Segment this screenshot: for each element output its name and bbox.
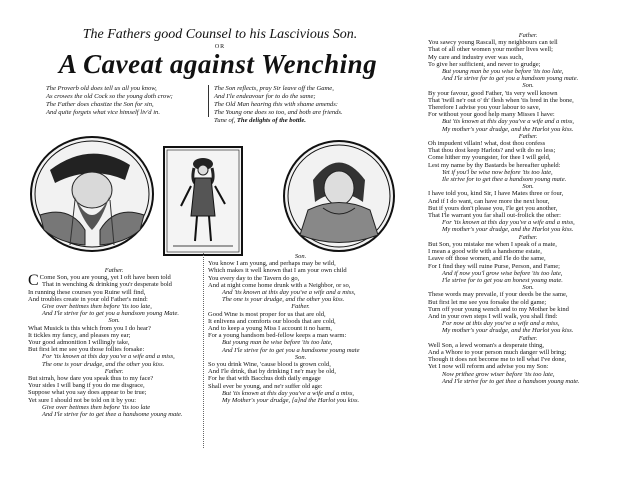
speaker-heading: Father.	[518, 233, 538, 241]
verse-line: You every day to the Tavern do go,	[208, 274, 300, 282]
verse-line: That in wenching & drinking you'r desperate bold	[42, 281, 172, 289]
refrain-line: And 'tis known at this day you've a wife and a miss,	[222, 289, 356, 297]
speaker-heading: Father.	[518, 334, 538, 342]
refrain-line: I'le strive for to get you an honest young mate.	[442, 276, 563, 284]
verse-line: For he that with Bacchus doth daily engage	[208, 375, 321, 383]
verse-line: By your favour, good Father, 'tis very well known	[428, 89, 558, 97]
refrain-line: The one is your drudge, and the other you kiss.	[222, 296, 345, 304]
verse-line: Leave off those women, and I'le do the same,	[428, 255, 546, 263]
speaker-heading: Son.	[294, 253, 307, 260]
verse-line: You sawcy young Rascall, my neighbours can tell	[428, 39, 558, 47]
drop-cap: C	[28, 272, 39, 290]
young-gallant-woodcut	[163, 146, 243, 256]
argument-line: The Old Man hearing this with shame amends:	[214, 101, 338, 108]
refrain-line: My mother's your drudge, and the Harlot you kiss.	[442, 125, 574, 133]
verse-line: Your sides I will bang if you do me disgrace,	[28, 382, 145, 390]
speaker-heading: Son.	[522, 82, 534, 90]
verse-line: For I find they will ruine Purse, Person, and Fame;	[428, 262, 560, 270]
old-man-woodcut	[30, 135, 155, 253]
tune-name: The delights of the bottle.	[236, 117, 306, 124]
refrain-line: And I'le strive for to get thee a handsome young mate.	[42, 411, 183, 419]
verse-line: Your good admonition I willingly take,	[28, 339, 130, 347]
verse-line: You know I am young, and perhaps may be wild,	[208, 260, 336, 268]
verse-line: Shall ever be young, and ne'r suffer old age:	[208, 382, 323, 390]
refrain-line: Give over betimes then before 'tis too late,	[42, 303, 152, 311]
text-column-middle	[208, 253, 393, 404]
refrain-line: And I'le strive for to get thee a handsom young mate.	[442, 377, 580, 385]
verse-line: And troubles create in your old Father's mind:	[28, 295, 148, 303]
old-man-portrait-icon	[30, 135, 155, 253]
refrain-line: But young man be you wise before 'tis too late,	[442, 68, 564, 76]
refrain-line: And I'le strive for to get you a handsom young mate.	[442, 75, 579, 83]
refrain-line: My mother's your drudge, and the Harlot you kiss.	[442, 226, 574, 234]
verse-line: And I'le drink, that by drinking I ne'r may be old,	[208, 368, 336, 376]
argument-line: The Young one does so too, and both are friends.	[214, 109, 343, 116]
verse-line: So you drink Wine, 'cause blood is grown cold,	[208, 361, 331, 369]
speaker-heading: Son.	[522, 284, 534, 292]
refrain-line: Give over betimes then before 'tis too late	[42, 403, 151, 411]
young-gallant-figure-icon	[163, 146, 243, 256]
woman-portrait-icon	[283, 140, 395, 252]
column-divider	[203, 253, 204, 448]
refrain-line: For 'tis known at this day you've a wife and a miss,	[42, 353, 175, 361]
verse-line: Suppose what you say does appear to be true;	[28, 389, 147, 397]
verse-line: And to keep a young Miss I account it no harm,	[208, 325, 333, 333]
verse-line: My care and industry ever was such,	[428, 53, 524, 61]
argument-line: And quite forgets what vice himself liv'd in.	[46, 109, 160, 116]
verse-line: But sirrah, how dare you speak thus to my face?	[28, 375, 154, 383]
speaker-heading: Father.	[518, 132, 538, 140]
argument-line: The Son reflects, pray Sir leave off the Game,	[214, 85, 334, 92]
verse-line: And in your own steps I will walk, you shall find:	[428, 312, 558, 320]
speaker-heading: Son.	[294, 353, 307, 361]
refrain-line: And I'le strive for to get you a handsom young Mate.	[42, 310, 179, 318]
verse-line: For a young handsom bed-fellow keeps a man warm:	[208, 332, 347, 340]
verse-line: Therefore I advise you your labour to save,	[428, 104, 541, 112]
verse-line: And at night come home drunk with a Neighbor, or so,	[208, 281, 351, 289]
refrain-line: Yet if you'l be wise now before 'tis too late,	[442, 168, 553, 176]
verse-line: It tickles my fancy, and pleases my ear;	[28, 331, 131, 339]
verse-line: That of all other women your mother lives well;	[428, 46, 553, 54]
verse-line: Though it does not become me to tell what I've done,	[428, 356, 567, 364]
refrain-line: But 'tis known at this day you've a wife and a miss,	[222, 389, 355, 397]
title-or: OR	[214, 44, 226, 50]
ballad-title: The Fathers good Counsel to his Lascivious Son.	[82, 27, 358, 42]
argument-line: As crowes the old Cock so the young doth crow;	[46, 93, 173, 100]
verse-line: That 'twill ne'r out o' th' flesh when 'tis bred in the bone,	[428, 96, 574, 104]
verse-line: Yet I now will reform and advise you my Son:	[428, 363, 549, 371]
verse-line-text: Come Son, you are young, yet I oft have been told	[39, 274, 171, 282]
verse-line: Come hither my youngster, for thee I will geld,	[428, 154, 551, 162]
verse-line: And if I do want, can have more the next hour,	[428, 197, 550, 205]
text-column-right	[428, 32, 628, 385]
verse-line: But if yours don't please you, I'le get you another,	[428, 204, 558, 212]
woman-woodcut	[283, 140, 395, 252]
refrain-line: And I'le strive for to get you a handsome young mate	[222, 346, 360, 354]
verse-line: These words may prevaile, if your deeds be the same,	[428, 291, 568, 299]
refrain-line: Now prithee grow wiser before 'tis too late,	[442, 370, 555, 378]
argument-right	[214, 85, 414, 125]
speaker-heading: Son.	[108, 317, 120, 325]
argument-left	[46, 85, 201, 117]
verse-line: I have told you, kind Sir, I have Mates three or four,	[428, 190, 564, 198]
ballad-subtitle: A Caveat against Wenching	[58, 49, 378, 79]
refrain-line: For 'tis known at this day you've a wife and a miss,	[442, 219, 575, 227]
argument-line: The Father does chastize the Son for sin,	[46, 101, 154, 108]
speaker-heading: Father.	[104, 367, 124, 375]
verse-line: To give her sufficient, and never to grudge;	[428, 60, 541, 68]
verse-line: But Son, you mistake me when I speak of a mate,	[428, 240, 557, 248]
refrain-line: My mother's your drudge, and the Harlot you kiss.	[442, 327, 574, 335]
speaker-heading: Father.	[291, 303, 310, 311]
verse-line: Lest my name by thy Bastards be hereafter upheld:	[428, 161, 561, 169]
tune-prefix: Tune of,	[214, 117, 236, 124]
argument-line: The Proverb old does tell us all you know,	[46, 85, 157, 92]
verse-line: That I'le warrant you far shall out-frolick the other:	[428, 212, 561, 220]
verse-line: Good Wine is most proper for us that are old,	[208, 310, 326, 318]
verse-line: But first let me see you those follies forsake:	[28, 346, 145, 354]
verse-line: Turn off your young wench and to my Mother be kind	[428, 305, 569, 313]
refrain-line: But 'tis known at this day you've a wife and a miss,	[442, 118, 575, 126]
verse-line: What Musick is this which from you I do hear?	[28, 324, 151, 332]
speaker-heading: Son.	[522, 183, 534, 191]
verse-line: I mean a good wife with a handsome estate,	[428, 248, 542, 256]
verse-line: For without your good help many Misses I have:	[428, 111, 555, 119]
verse-line: That thou dost keep Harlots? and wilt do no less;	[428, 147, 556, 155]
text-column-left	[28, 267, 200, 418]
refrain-line: And if now you'l grow wise before 'tis too late,	[442, 269, 563, 277]
verse-line: Which makes it well known that I am your own child	[208, 267, 347, 275]
verse-line: It enlivens and comforts our bloods that are cold,	[208, 317, 336, 325]
verse-line: In running these courses you Ruine will find,	[28, 288, 146, 296]
refrain-line: But young man be wise before 'tis too late,	[222, 339, 333, 347]
argument-divider	[208, 85, 209, 117]
verse-line: Oh impudent villain! what, dost thou confess	[428, 140, 546, 148]
tune-line	[214, 117, 414, 125]
refrain-line: For now at this day you've a wife and a miss,	[442, 320, 560, 328]
speaker-heading: Father.	[518, 32, 538, 39]
verse-line: And a Whore to your person much danger will bring;	[428, 348, 567, 356]
verse-line: Well Son, a lewd woman's a desperate thing,	[428, 341, 544, 349]
verse-line: But first let me see you forsake the old game;	[428, 298, 547, 306]
refrain-line: My Mother's your drudge, [a]nd the Harlot you kiss.	[222, 397, 360, 405]
refrain-line: Ile strive for to get thee a handsom young mate.	[442, 176, 567, 184]
speaker-heading: Father.	[104, 267, 124, 274]
argument-line: And I'le endeavour for to do the same;	[214, 93, 316, 100]
refrain-line: The one is your drudge, and the other you kiss.	[42, 360, 165, 368]
verse-line: Yet sure I should not be told on it by you:	[28, 396, 137, 404]
